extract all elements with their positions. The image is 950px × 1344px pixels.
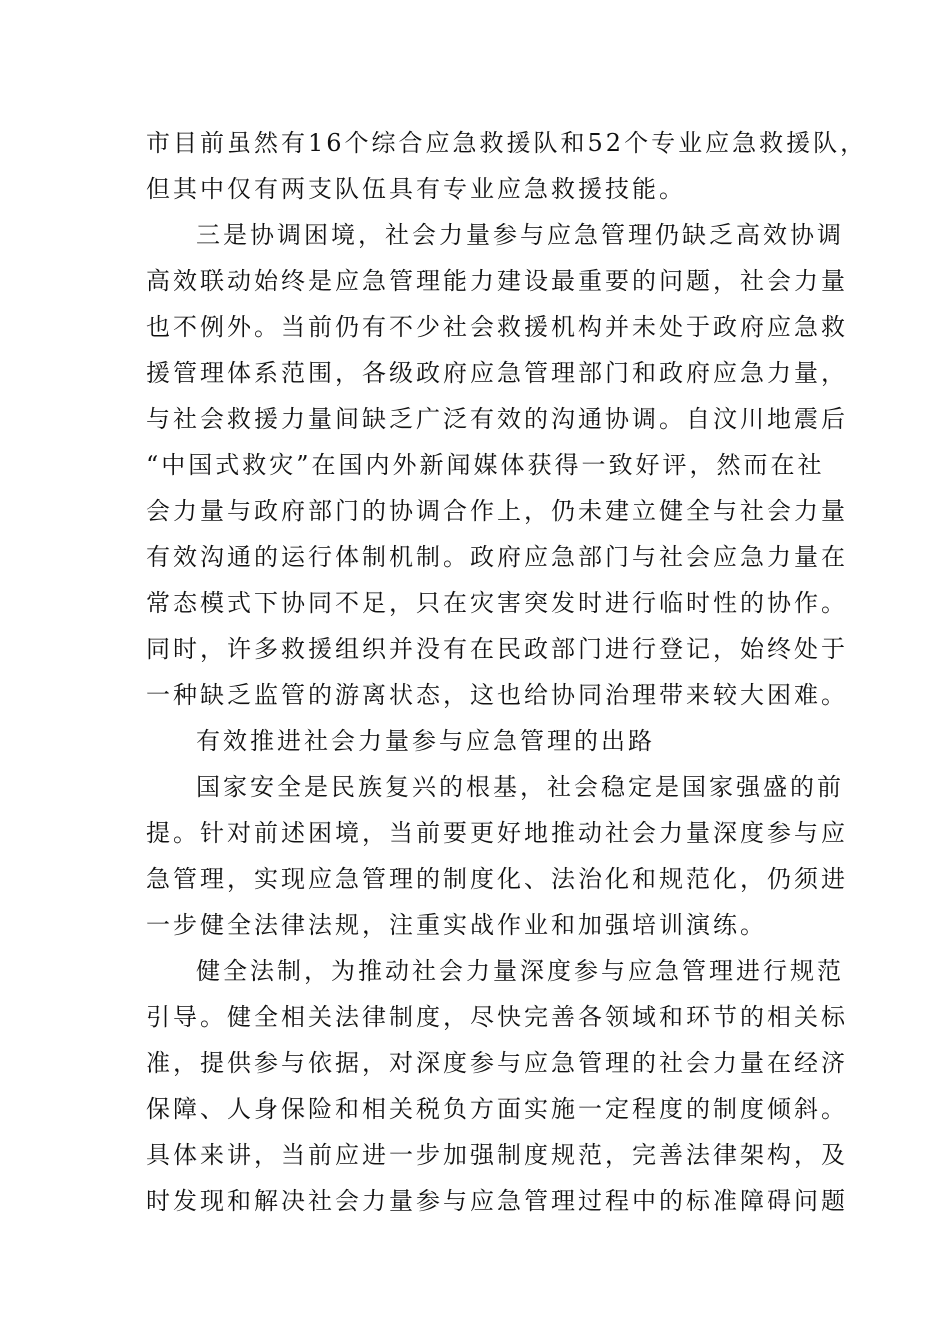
paragraph-3 [146, 764, 848, 948]
text-line: 援管理体系范围，各级政府应急管理部门和政府应急力量， [146, 359, 848, 387]
text-line: 急管理，实现应急管理的制度化、法治化和规范化，仍须进 [146, 865, 848, 893]
text-line: 提。针对前述困境，当前要更好地推动社会力量深度参与应 [146, 819, 848, 847]
text-line: 会力量与政府部门的协调合作上，仍未建立健全与社会力量 [146, 497, 848, 525]
text-line: 具体来讲，当前应进一步加强制度规范，完善法律架构，及 [146, 1141, 848, 1169]
text-line: 常态模式下协同不足，只在灾害突发时进行临时性的协作。 [146, 589, 848, 617]
text-line: 国家安全是民族复兴的根基，社会稳定是国家强盛的前 [196, 773, 844, 801]
text-line: 有效沟通的运行体制机制。政府应急部门与社会应急力量在 [146, 543, 848, 571]
text-line: 一种缺乏监管的游离状态，这也给协同治理带来较大困难。 [146, 681, 848, 709]
text-line: 但其中仅有两支队伍具有专业应急救援技能。 [146, 175, 686, 203]
text-line: 三是协调困境，社会力量参与应急管理仍缺乏高效协调 [196, 221, 844, 249]
text-line: 同时，许多救援组织并没有在民政部门进行登记，始终处于 [146, 635, 848, 663]
text-line: 也不例外。当前仍有不少社会救援机构并未处于政府应急救 [146, 313, 848, 341]
text-line: 市目前虽然有16个综合应急救援队和52个专业应急救援队， [146, 129, 868, 157]
section-heading [146, 718, 810, 764]
text-line: 引导。健全相关法律制度，尽快完善各领域和环节的相关标 [146, 1003, 848, 1031]
heading-text: 有效推进社会力量参与应急管理的出路 [196, 727, 655, 755]
paragraph-1 [146, 120, 868, 212]
text-line: 一步健全法律法规，注重实战作业和加强培训演练。 [146, 911, 767, 939]
paragraph-4 [146, 948, 848, 1224]
text-line: 健全法制，为推动社会力量深度参与应急管理进行规范 [196, 957, 844, 985]
paragraph-2 [146, 212, 848, 718]
text-line: 保障、人身保险和相关税负方面实施一定程度的制度倾斜。 [146, 1095, 848, 1123]
text-line: “中国式救灾”在国内外新闻媒体获得一致好评，然而在社 [146, 451, 825, 479]
text-line: 高效联动始终是应急管理能力建设最重要的问题，社会力量 [146, 267, 848, 295]
document-body [146, 120, 868, 1224]
text-line: 与社会救援力量间缺乏广泛有效的沟通协调。自汶川地震后 [146, 405, 848, 433]
text-line: 准，提供参与依据，对深度参与应急管理的社会力量在经济 [146, 1049, 848, 1077]
text-line: 时发现和解决社会力量参与应急管理过程中的标准障碍问题 [146, 1187, 848, 1215]
